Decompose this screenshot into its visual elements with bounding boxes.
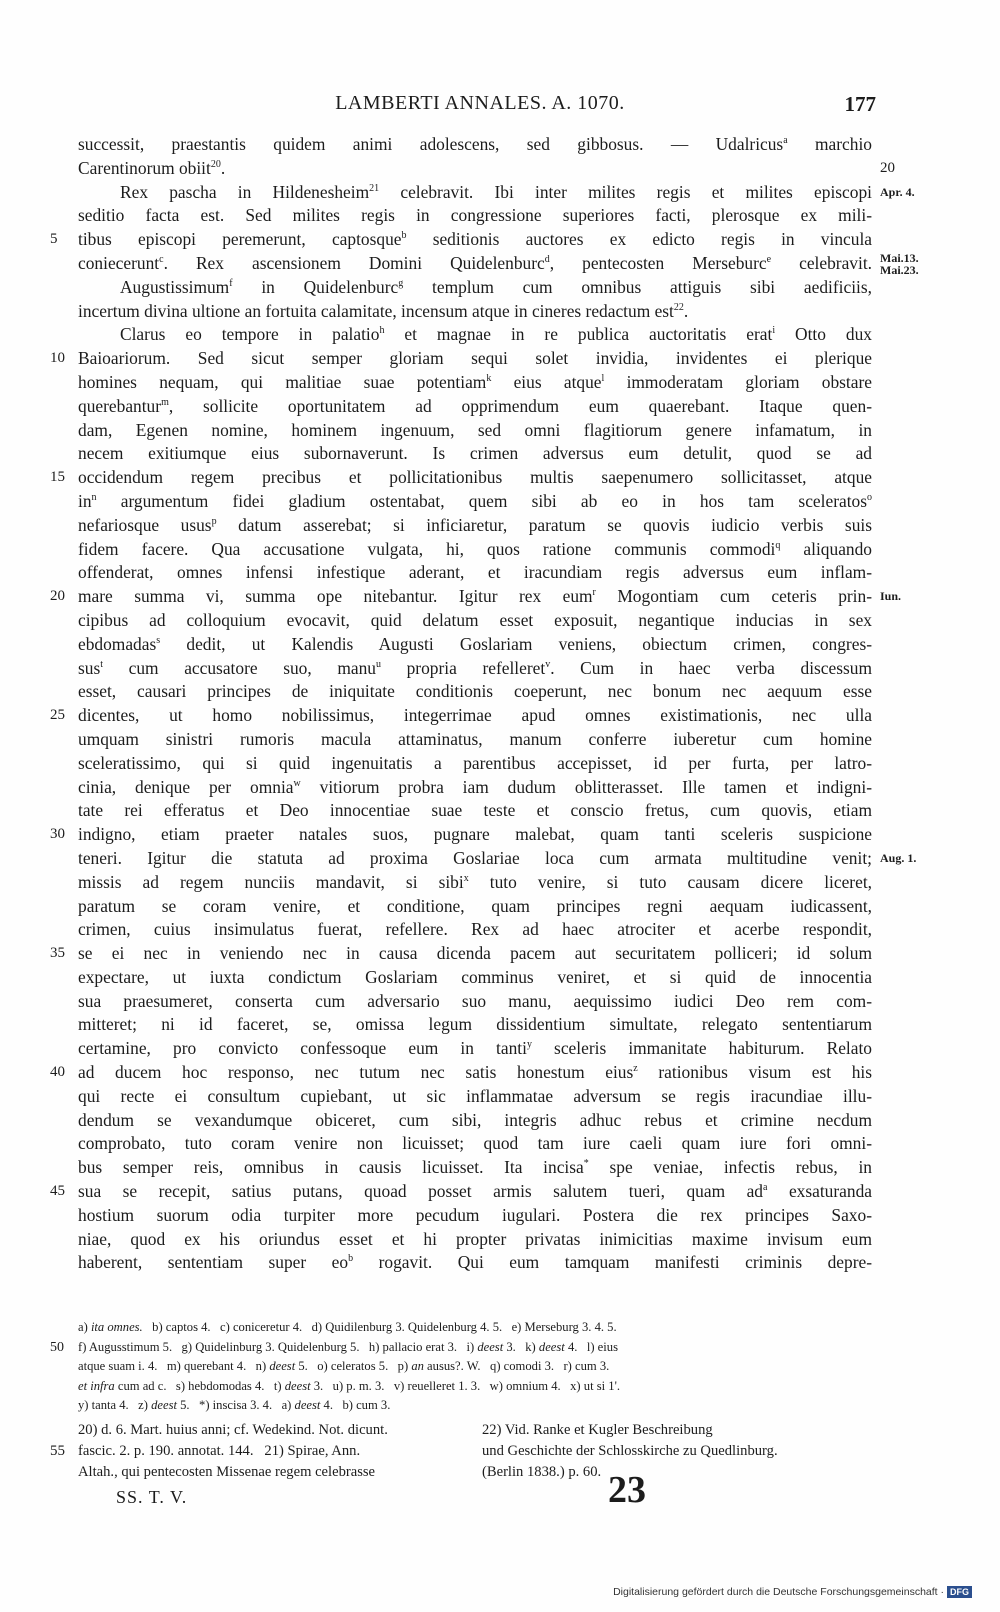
margin-date [880, 466, 940, 490]
margin-date [880, 1156, 940, 1180]
line-number [50, 633, 76, 657]
margin-date [880, 300, 940, 324]
running-title: LAMBERTI ANNALES. A. 1070. [335, 92, 625, 114]
line-number [50, 871, 76, 895]
text-line: crimen, cuius insimulatus fuerat, refellere. Rex ad haec atrociter et acerbe respondit, [78, 919, 872, 940]
margin-date [880, 204, 940, 228]
digitization-credit [613, 1586, 972, 1598]
line-number [50, 1204, 76, 1228]
text-line: certamine, pro convicto confessoque eum in tanti$^y$ sceleris immanitate habiturum. Relato [78, 1038, 872, 1059]
footnote-line: fascic. 2. p. 190. annotat. 144. 21) Spirae, Ann. [78, 1443, 361, 1459]
line-number: 10 [50, 350, 65, 367]
text-line: hostium suorum odia turpiter more pecudum iugulari. Postera die rex principes Saxo- [78, 1204, 872, 1225]
line-number [50, 490, 76, 514]
variant-note-line: et infra cum ad c. s) hebdomodas 4. t) deest 3. u) p. m. 3. v) reuelleret 1. 3. w) omnium 4. x) ut si 1'. [78, 1378, 620, 1393]
margin-date [880, 776, 940, 800]
margin-date [880, 990, 940, 1014]
text-line: cinia, denique per omnia$^w$ vitiorum probra iam dudum oblitterasset. Ille tamen et indigni- [78, 776, 872, 797]
text-line: qui recte ei consultum cupiebant, ut sic inflammatae adversum se regis iracundiae illu- [78, 1085, 872, 1106]
line-number: 40 [50, 1064, 65, 1081]
line-number [50, 442, 76, 466]
margin-date [880, 395, 940, 419]
text-line: successit, praestantis quidem animi adolescens, sed gibbosus. — Udalricus$^a$ marchio [78, 134, 872, 154]
main-text-block [78, 133, 872, 1275]
line-number [50, 776, 76, 800]
footnote-line: (Berlin 1838.) p. 60. [482, 1464, 602, 1480]
margin-date [880, 538, 940, 562]
line-number [50, 323, 76, 347]
variant-note-line: f) Augusstimum 5. g) Quidelinburg 3. Quidelenburg 5. h) pallacio erat 3. i) deest 3. k) deest 4. l) eius [78, 1339, 618, 1354]
margin-date [880, 347, 940, 371]
text-line: sus$^t$ cum accusatore suo, manu$^u$ propria refelleret$^v$. Cum in haec verba discessum [78, 657, 872, 678]
margin-date [880, 823, 940, 847]
margin-date [880, 371, 940, 395]
margin-date [880, 419, 940, 443]
line-number [50, 918, 76, 942]
text-line: querebantur$^m$, sollicite oportunitatem ad opprimendum eum quaerebant. Itaque quen- [78, 395, 872, 416]
margin-date: 20 [880, 159, 895, 176]
variant-note-line: y) tanta 4. z) deest 5. *) inscisa 3. 4. a) deest 4. b) cum 3. [78, 1398, 391, 1413]
volume-label: SS. T. V. [116, 1487, 188, 1507]
line-number: 5 [50, 231, 58, 248]
line-number: 20 [50, 588, 65, 605]
margin-date: Mai.13. Mai.23. [880, 250, 919, 277]
margin-date [880, 561, 940, 585]
line-number [50, 300, 76, 324]
line-number [50, 181, 76, 205]
line-number-column [50, 133, 76, 1275]
margin-date [880, 490, 940, 514]
text-line: Rex pascha in Hildenesheim$^{21}$ celebravit. Ibi inter milites regis et milites episcopi [120, 181, 872, 202]
text-line: bus semper reis, omnibus in causis licuisset. Ita incisa* spe veniae, infectis rebus, in [78, 1157, 872, 1178]
text-line: cipibus ad colloquium evocavit, quid delatum esset exposuit, negantique inducias in sex [78, 609, 872, 630]
text-line: Clarus eo tempore in palatio$^h$ et magnae in re publica auctoritatis erat$^i$ Otto dux [120, 324, 872, 345]
text-line: mitteret; ni id faceret, se, omissa legum dissidentium simultate, relegato sententiarum [78, 1014, 872, 1035]
text-line: Carentinorum obiit$^{20}$. [78, 157, 226, 178]
margin-date [880, 228, 940, 252]
margin-date [880, 680, 940, 704]
text-line: fidem facere. Qua accusatione vulgata, hi, quos ratione communis commodi$^q$ aliquando [78, 538, 872, 559]
line-number [50, 252, 76, 276]
margin-date [880, 133, 940, 157]
credit-text: Digitalisierung gefördert durch die Deutsche Forschungsgemeinschaft · [613, 1586, 944, 1598]
line-number [50, 371, 76, 395]
margin-date [880, 323, 940, 347]
margin-date [880, 1037, 940, 1061]
line-number [50, 1037, 76, 1061]
margin-date [880, 966, 940, 990]
line-number [50, 990, 76, 1014]
margin-date [880, 918, 940, 942]
footnote-line: 20) d. 6. Mart. huius anni; cf. Wedekind. Not. dicunt. [78, 1422, 388, 1438]
line-number [50, 895, 76, 919]
line-number: 50 [50, 1339, 64, 1355]
text-line: necem exitiumque eius subornaverunt. Is crimen adversus eum detulit, quod se ad [78, 443, 872, 464]
text-line: dendum se vexandumque obiceret, cum sibi, integris adhuc rebus et crimine necdum [78, 1109, 872, 1130]
text-line: dam, Egenen nomine, hominem ingenuum, sed omni flagitiorum genere infamatum, in [78, 419, 872, 440]
variant-note-line: atque suam i. 4. m) querebant 4. n) deest 5. o) celeratos 5. p) an ausus?. W. q) comodi 3. r) cum 3. [78, 1359, 610, 1374]
line-number [50, 752, 76, 776]
text-line: mare summa vi, summa ope nitebantur. Igitur rex eum$^r$ Mogontiam cum ceteris prin- [78, 586, 872, 607]
margin-date [880, 1228, 940, 1252]
line-number [50, 680, 76, 704]
text-line: missis ad regem nunciis mandavit, si sibi$^x$ tuto venire, si tuto causam dicere liceret, [78, 871, 872, 892]
line-number [50, 538, 76, 562]
text-line: tate rei efferatus et Deo innocentiae suae teste et conscio fretus, cum quovis, etiam [78, 800, 872, 821]
margin-date [880, 1180, 940, 1204]
line-number [50, 657, 76, 681]
line-number [50, 609, 76, 633]
text-line: tibus episcopi peremerunt, captosque$^b$ seditionis auctores ex edicto regis in vincula [78, 229, 872, 250]
line-number [50, 514, 76, 538]
line-number [50, 276, 76, 300]
line-number: 25 [50, 707, 65, 724]
text-line: indigno, etiam praeter natales suos, pugnare malebat, quam tanti sceleris suspicione [78, 824, 872, 845]
margin-date: Aug. 1. [880, 850, 917, 865]
margin-date: Apr. 4. [880, 184, 915, 199]
text-line: ad ducem hoc responso, nec tutum nec satis honestum eius$^z$ rationibus visum est his [78, 1062, 872, 1083]
line-number [50, 728, 76, 752]
margin-date-column [880, 133, 940, 1275]
margin-date [880, 1085, 940, 1109]
text-line: teneri. Igitur die statuta ad proxima Goslariae loca cum armata multitudine venit; [78, 847, 872, 868]
text-line: niae, quod ex his oriundus esset et hi propter privatas inimicitias maxime invisum eum [78, 1228, 872, 1249]
margin-date [880, 1132, 940, 1156]
text-line: coniecerunt$^c$. Rex ascensionem Domini Quidelenburc$^d$, pentecosten Merseburc$^e$ celebravit. [78, 252, 872, 273]
margin-date [880, 276, 940, 300]
line-number [50, 561, 76, 585]
text-line: ebdomadas$^s$ dedit, ut Kalendis Augusti Goslariam veniens, obiectum crimen, congres- [78, 633, 872, 654]
footnote-line: 22) Vid. Ranke et Kugler Beschreibung [482, 1422, 713, 1438]
text-line: haberent, sententiam super $eo^b$ rogavit. Qui eum tamquam manifesti criminis depre- [78, 1252, 872, 1273]
text-line: dicentes, ut homo nobilissimus, integerrimae apud omnes existimationis, nec ulla [78, 705, 872, 726]
text-line: seditio facta est. Sed milites regis in congressione superiores facti, plerosque ex mili- [78, 205, 872, 226]
line-number [50, 1132, 76, 1156]
text-line: homines nequam, qui malitiae suae potentiam$^k$ eius atque$^l$ immoderatam gloriam obstare [78, 371, 872, 392]
line-number [50, 133, 76, 157]
variant-readings-apparatus [50, 1318, 872, 1416]
margin-date [880, 799, 940, 823]
margin-date [880, 514, 940, 538]
margin-date [880, 633, 940, 657]
text-line: $in^n$ argumentum fidei gladium ostentabat, quem sibi ab eo in hos tam sceleratos$^o$ [78, 490, 872, 511]
text-line: sua se recepit, satius putans, quoad posset armis salutem tueri, quam $ad^a$ exsaturanda [78, 1181, 872, 1202]
margin-date [880, 895, 940, 919]
signature-number: 23 [608, 1469, 646, 1511]
line-number [50, 966, 76, 990]
line-number [50, 799, 76, 823]
line-number [50, 1013, 76, 1037]
line-number [50, 395, 76, 419]
line-number: 15 [50, 469, 65, 486]
line-number: 55 [50, 1443, 65, 1459]
line-number: 35 [50, 945, 65, 962]
margin-date [880, 442, 940, 466]
text-line: expectare, ut iuxta condictum Goslariam comminus veniret, et si quid de innocentia [78, 966, 872, 987]
text-line: se ei nec in veniendo nec in causa dicenda pacem aut securitatem polliceri; id solum [78, 943, 872, 964]
margin-date [880, 657, 940, 681]
line-number [50, 1109, 76, 1133]
text-line: incertum divina ultione an fortuita calamitate, incensum atque in cineres redactum est$^{22}$. [78, 300, 689, 321]
margin-date [880, 1109, 940, 1133]
line-number [50, 1228, 76, 1252]
text-line: comprobato, tuto coram venire non licuisset; quod tam iure caeli quam iure fori omni- [78, 1133, 872, 1154]
line-number: 45 [50, 1183, 65, 1200]
footnote-line: und Geschichte der Schlosskirche zu Quedlinburg. [482, 1443, 778, 1459]
margin-date [880, 871, 940, 895]
margin-date [880, 704, 940, 728]
line-number [50, 157, 76, 181]
line-number [50, 847, 76, 871]
text-line: occidendum regem precibus et pollicitationibus multis saepenumero sollicitasset, atque [78, 467, 872, 488]
line-number [50, 1085, 76, 1109]
line-number [50, 1156, 76, 1180]
text-line: Augustissimum$^f$ in Quidelenburc$^g$ templum cum omnibus attiguis sibi aedificiis, [120, 276, 872, 297]
variant-note-line: a) ita omnes. b) captos 4. c) coniceretur 4. d) Quidilenburg 3. Quidelenburg 4. 5. e) Merseburg 3. 4. 5. [78, 1320, 617, 1334]
margin-date [880, 1061, 940, 1085]
text-line: offenderat, omnes infensi infestique aderant, et iracundiam regis adversus eum inflam- [78, 562, 872, 583]
footnotes-right-column [482, 1420, 870, 1483]
margin-date: Iun. [880, 589, 902, 604]
margin-date [880, 1204, 940, 1228]
line-number [50, 419, 76, 443]
text-line: paratum se coram venire, et conditione, quam principes regni aequam iudicassent, [78, 895, 872, 916]
footnote-line: Altah., qui pentecosten Missenae regem celebrasse [78, 1464, 376, 1480]
text-line: sceleratissimo, qui si quid ingenuitatis a parentibus accepisset, id per furta, per latro- [78, 752, 872, 773]
margin-date [880, 1013, 940, 1037]
margin-date [880, 609, 940, 633]
text-line: sua praesumeret, conserta cum adversario suo manu, aequissimo iudici Deo rem com- [78, 990, 872, 1011]
margin-date [880, 1251, 940, 1275]
dfg-logo: DFG [947, 1586, 972, 1598]
margin-date [880, 752, 940, 776]
margin-date [880, 728, 940, 752]
line-number: 30 [50, 826, 65, 843]
line-number [50, 1251, 76, 1275]
page-number: 177 [844, 92, 876, 116]
line-number [50, 204, 76, 228]
text-line: umquam sinistri rumoris macula attaminatus, manum conferre iuberetur cum homine [78, 728, 872, 749]
text-line: nefariosque usus$^p$ datum asserebat; si inficiaretur, paratum se quovis iudicio verbis suis [78, 514, 872, 535]
running-header [0, 92, 1000, 120]
text-line: Baioariorum. Sed sicut semper gloriam sequi solet invidia, invidentes ei plerique [78, 348, 872, 369]
footnotes-left-column [50, 1420, 466, 1483]
text-line: esset, causari principes de iniquitate conditionis coeperunt, nec bonum nec aequum esse [78, 681, 872, 702]
margin-date [880, 942, 940, 966]
